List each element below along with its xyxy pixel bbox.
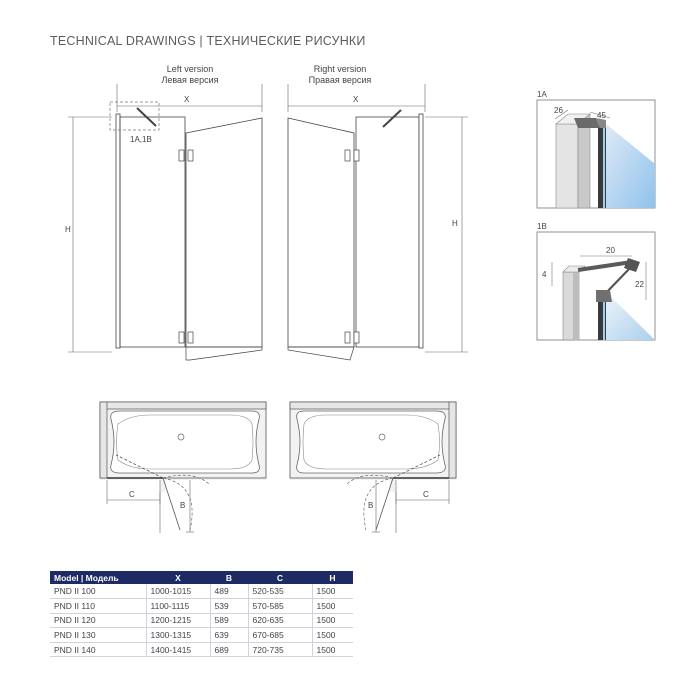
- detail-1b-d3: 22: [635, 280, 644, 289]
- cell-x: 1300-1315: [146, 628, 210, 643]
- detail-1b-d1: 20: [606, 246, 615, 255]
- left-x-dim: X: [184, 95, 190, 104]
- header-c: C: [248, 571, 312, 584]
- cell-h: 1500: [312, 584, 353, 599]
- table-row: [50, 628, 353, 643]
- cell-h: 1500: [312, 642, 353, 657]
- cell-c: 520-535: [248, 584, 312, 599]
- header-h: H: [312, 571, 353, 584]
- cell-c: 720-735: [248, 642, 312, 657]
- cell-model: PND II 130: [50, 628, 146, 643]
- table-row: [50, 642, 353, 657]
- cell-h: 1500: [312, 613, 353, 628]
- detail-1a: [537, 90, 655, 208]
- cell-model: PND II 100: [50, 584, 146, 599]
- table-row: [50, 599, 353, 614]
- cell-x: 1000-1015: [146, 584, 210, 599]
- cell-b: 639: [210, 628, 248, 643]
- detail-1a-d2: 45: [597, 111, 606, 120]
- cell-x: 1100-1115: [146, 599, 210, 614]
- detail-1b-label: 1B: [537, 222, 547, 231]
- cell-b: 539: [210, 599, 248, 614]
- left-version-ru: Левая версия: [161, 75, 219, 85]
- cell-c: 670-685: [248, 628, 312, 643]
- cell-h: 1500: [312, 628, 353, 643]
- right-x-dim: X: [353, 95, 359, 104]
- left-plan-view: [100, 402, 266, 533]
- cell-model: PND II 140: [50, 642, 146, 657]
- detail-1a-label: 1A: [537, 90, 547, 99]
- left-h-dim: H: [65, 225, 71, 234]
- cell-b: 689: [210, 642, 248, 657]
- right-plan-view: [290, 402, 456, 533]
- page-title: TECHNICAL DRAWINGS | ТЕХНИЧЕСКИЕ РИСУНКИ: [50, 34, 366, 48]
- dimensions-table: [50, 571, 353, 657]
- left-version-en: Left version: [166, 64, 214, 74]
- header-b: B: [210, 571, 248, 584]
- cell-x: 1200-1215: [146, 613, 210, 628]
- right-version-ru: Правая версия: [308, 75, 372, 85]
- header-x: X: [146, 571, 210, 584]
- cell-model: PND II 110: [50, 599, 146, 614]
- cell-b: 589: [210, 613, 248, 628]
- table-header-row: [50, 571, 353, 584]
- header-model: Model | Модель: [50, 571, 146, 584]
- right-h-dim: H: [452, 219, 458, 228]
- cell-c: 620-635: [248, 613, 312, 628]
- detail-ref-label: 1A,1B: [130, 135, 152, 144]
- cell-model: PND II 120: [50, 613, 146, 628]
- detail-1a-d1: 26: [554, 106, 563, 115]
- left-c-dim: C: [129, 490, 135, 499]
- right-c-dim: C: [423, 490, 429, 499]
- right-b-dim: B: [368, 501, 374, 510]
- right-version-elevation: [288, 84, 468, 360]
- left-version-elevation: [65, 84, 262, 360]
- cell-b: 489: [210, 584, 248, 599]
- cell-x: 1400-1415: [146, 642, 210, 657]
- right-version-en: Right version: [313, 64, 367, 74]
- detail-1b-d2: 4: [542, 270, 547, 279]
- table-row: [50, 613, 353, 628]
- table-row: [50, 584, 353, 599]
- cell-c: 570-585: [248, 599, 312, 614]
- left-b-dim: B: [180, 501, 186, 510]
- detail-1b: [537, 222, 655, 340]
- cell-h: 1500: [312, 599, 353, 614]
